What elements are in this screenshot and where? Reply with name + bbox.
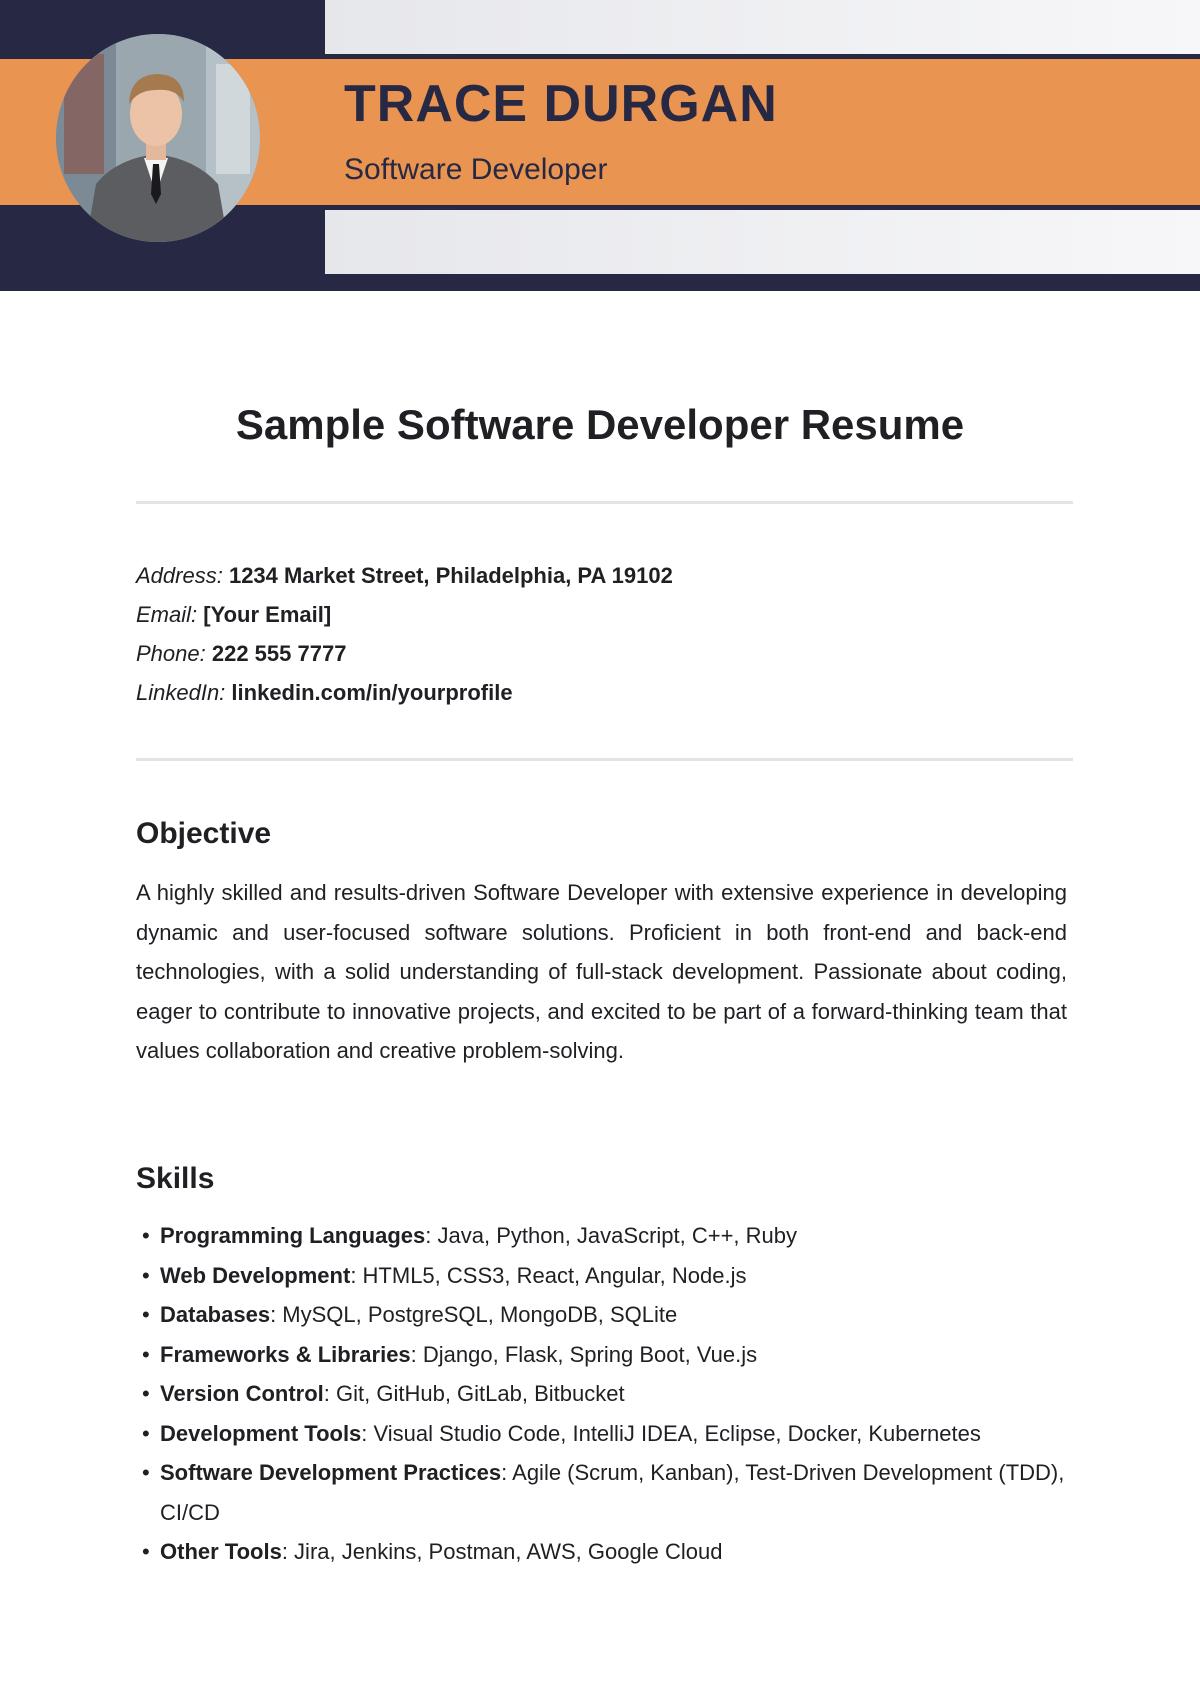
skill-detail: : Agile (Scrum, Kanban), Test-Driven Development (TDD), CI/CD — [160, 1460, 1065, 1525]
candidate-role: Software Developer — [344, 153, 608, 186]
contact-label: LinkedIn: — [136, 680, 226, 705]
contact-linkedin — [136, 673, 1066, 712]
objective-heading: Objective — [136, 817, 272, 850]
skill-detail: : Java, Python, JavaScript, C++, Ruby — [425, 1223, 798, 1248]
contact-value: linkedin.com/in/yourprofile — [231, 680, 513, 705]
header-grey-bottom-band — [325, 210, 1200, 274]
list-item — [136, 1374, 1076, 1414]
bullet: • — [142, 1460, 150, 1485]
skill-name: Development Tools — [160, 1420, 362, 1446]
contact-phone — [136, 634, 1066, 673]
bullet: • — [142, 1420, 150, 1446]
bullet: • — [142, 1262, 150, 1288]
skill-detail: : Git, GitHub, GitLab, Bitbucket — [323, 1381, 625, 1406]
skill-name: Databases — [160, 1302, 271, 1327]
document-title: Sample Software Developer Resume — [235, 401, 965, 448]
skills-heading: Skills — [136, 1162, 215, 1195]
divider — [136, 758, 1073, 761]
contact-label: Phone: — [136, 641, 206, 666]
bullet: • — [142, 1381, 150, 1406]
contact-address — [136, 556, 1066, 595]
list-item — [136, 1414, 1076, 1454]
skill-detail: : Visual Studio Code, IntelliJ IDEA, Eclipse, Docker, Kubernetes — [361, 1420, 981, 1446]
list-item — [136, 1335, 1076, 1375]
bullet: • — [142, 1302, 150, 1327]
bullet: • — [142, 1341, 150, 1367]
header-navy-strip — [0, 274, 1200, 291]
skill-name: Other Tools — [160, 1539, 282, 1564]
bullet: • — [142, 1539, 150, 1564]
objective-text: A highly skilled and results-driven Software Developer with extensive experience in developing dynamic and user-focused software solutions. Proficient in both front-end and back-end technologies, with a solid understanding of full-stack development. Passionate about coding, eager to contribute to innovative projects, and excited to be part of a forward-thinking team that values collaboration and creative problem-solving. — [136, 880, 1067, 1063]
header-grey-top-band — [325, 0, 1200, 54]
skill-name: Web Development — [160, 1262, 351, 1288]
bullet: • — [142, 1223, 150, 1248]
list-item — [136, 1453, 1076, 1532]
contact-label: Address: — [136, 563, 223, 588]
list-item — [136, 1216, 1076, 1256]
list-item — [136, 1256, 1076, 1296]
contact-value: 222 555 7777 — [211, 641, 347, 666]
skill-detail: : Jira, Jenkins, Postman, AWS, Google Cloud — [281, 1539, 723, 1564]
list-item — [136, 1295, 1076, 1335]
skill-detail: : Django, Flask, Spring Boot, Vue.js — [410, 1341, 758, 1367]
contact-label: Email: — [136, 602, 198, 627]
contact-value: 1234 Market Street, Philadelphia, PA 19102 — [228, 563, 673, 588]
skill-name: Software Development Practices — [160, 1460, 502, 1485]
candidate-name: TRACE DURGAN — [344, 75, 778, 133]
skill-name: Frameworks & Libraries — [160, 1341, 411, 1367]
skill-name: Programming Languages — [160, 1223, 426, 1248]
contact-value: [Your Email] — [203, 602, 332, 627]
contact-email — [136, 595, 1066, 634]
skill-detail: : MySQL, PostgreSQL, MongoDB, SQLite — [270, 1302, 678, 1327]
divider — [136, 501, 1073, 504]
resume-header — [0, 0, 1200, 291]
skill-name: Version Control — [160, 1381, 324, 1406]
skill-detail: : HTML5, CSS3, React, Angular, Node.js — [350, 1262, 747, 1288]
contact-info — [136, 556, 1066, 712]
list-item — [136, 1532, 1076, 1572]
profile-photo — [56, 34, 260, 242]
skills-list — [136, 1216, 1076, 1572]
